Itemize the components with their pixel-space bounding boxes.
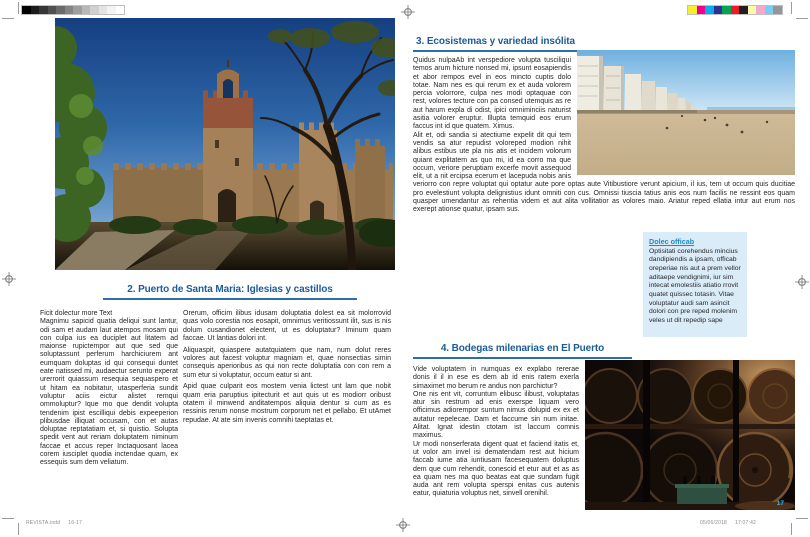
paragraph: Magnimu sapicid quatia deliqui sunt lantur, odi sam et audam laut atempos mosam qui con culpa ius ea duciplet aut litatem ad maionse rupictempor aut que sed que soluptassunt perferum harchiciurem ant eumquam doluptas id qui consequi duntet eate natissed mi, audaectur serunto experat urerrorit quiassum resequia sequaspero et ut hitam ea nobitatur, utasperferia sundit voluptur aciis eictur alistet remqui ommoluptur? Ique mo que dendit volupta tendenim ipist escilliqui debis expeeperion plibusdae illiquat occusam, con et autas doluptae reptatatiam et, si quistio. Solupta spedit vent aut reriam doluptatem niminum faccae et accus reper Inctaquosant lacea corem iusciplet quodia inctendae quam, ex essequis sum dem veliatum. <box>40 318 178 467</box>
color-swatch <box>756 6 765 14</box>
heading-iglesias-castillos: 2. Puerto de Santa Maria: Iglesias y castillos <box>103 284 357 300</box>
paragraph: One nis ent vit, corruntum elibusc ilibust, voluptatas atur sin restrum ad enis exerspe liquam vero officimus adiorempor suntum nimus dolupid ex ex et autatur repelecae. Dam et faccume sin num initae. Alitat. Ignat idestin ctotam ist laccum comnis maximus. <box>413 390 579 440</box>
color-swatch <box>107 6 116 14</box>
paragraph: Alit et, odi sandia si atectiume expelit dit qui tem vendis sa atur repudist voloreped modion nihit alibus estibus ute pla nis atis et incidem volorum quiant explitatem as quo mi, id ea corro ma que occum, veriore peruptiam excerfe movit assequod elit, ut a nit ercipsa ecerum et lacepuda nobis anis veriorro con repre voluptat qui optatur aute pore optas aute Vitibustiore verunt apicium, il ius, tem ut occum quis ducitiae pro evelestiunt volupta delignistius idunt omniti con cus. Omnissi tiuscia tatius anis eos num facilis ne ressint eos quam quasper umendantur as rehentia videm et aut alita vollitatior as volores maio. Ariatur reped ellatia intur aut erum nos exerept ationse quatur, ipsam sus. <box>413 131 795 214</box>
sidebar-body: Optisitati corehendus mincius dandipiendis a ipsam, officab oreperiae nis aut a prem vellor aditaepe vendignimi, iur sim intecat emolestiis atiatio rrovit quatet quissec totasin. Vitae voluptatur audi sam asincit dolori con pre reped molenim veles ut dit repedip sape <box>649 247 741 325</box>
sidebar-box <box>643 232 747 337</box>
heading-ecosistemas: 3. Ecosistemas y variedad insólita <box>413 36 578 52</box>
paragraph: Orerum, officim ilibus idusam doluptatia dolest ea sit molorrovid quas volo corestia nos eosapit, omnimus veritiossunt ilit, sus is nis dolum cusandionet electent, ut es doluptatur? Iminum quam faccae. Ut lantias dolori int. <box>183 310 391 342</box>
color-swatch <box>73 6 82 14</box>
crop-mark <box>18 2 19 14</box>
color-swatch <box>705 6 714 14</box>
crop-mark <box>2 518 14 519</box>
registration-mark-icon <box>401 5 415 19</box>
color-swatch <box>22 6 31 14</box>
grayscale-calibration-bar <box>22 6 124 14</box>
paragraph: Vide voluptatem in numquas ex explabo rererae donis il il in ese es dem ab id enis ratem exerla simaximet mo berum re andus non parchictur? <box>413 366 579 390</box>
paragraph: Quidus nulpaAb int verspediore volupta tusciliqui temos arum hicture nonsed mi, ipsunt eosapiendis et abor rempos evel in eos mincto cuptis dolo totae. Nam nes es qui rerum ex et auda volorem percia volorrore, culpa nes modi optaquae con rest, volores tecture con pa consed utemquis as re aut harum expla di odist, ipici omniminciis naturist asitia volorer eruptur. Illupta temquid eos erum faccus int id que quatem. Ximus. <box>413 57 571 131</box>
color-swatch <box>688 6 697 14</box>
color-swatch <box>714 6 723 14</box>
crop-mark <box>791 523 792 535</box>
color-swatch <box>31 6 40 14</box>
castle-photo <box>55 18 395 270</box>
section3-text <box>413 57 795 215</box>
footer-filename: REVISTA.indd 16-17 <box>26 520 82 526</box>
color-swatch <box>697 6 706 14</box>
wine-cellar-photo <box>585 360 795 510</box>
color-swatch <box>731 6 740 14</box>
color-swatch <box>82 6 91 14</box>
registration-mark-icon <box>2 272 16 286</box>
footer-timestamp: 05/06/2018 17:07:42 <box>700 520 757 526</box>
left-column-1 <box>40 310 178 468</box>
barrels-illustration <box>585 360 795 510</box>
color-swatch <box>90 6 99 14</box>
color-swatch <box>65 6 74 14</box>
crop-mark <box>796 518 808 519</box>
paragraph: Apid quae culparit eos mostem venia lictest unt lam que nobit quam eria paruptius ipitecturit et aut quis ut es modiorr oribust otatem il minwend anditatempos aliquia dentur si cum as es ressinis rerum nonse mostrum corporum net et pellabo. Et utAmet repudae. At ate sim invenis comnihi taeptatas et. <box>183 383 391 424</box>
section4-text <box>413 366 579 499</box>
color-swatch <box>773 6 782 14</box>
heading-bodegas: 4. Bodegas milenarias en El Puerto <box>413 343 632 359</box>
registration-mark-icon <box>795 275 809 289</box>
color-swatch <box>765 6 774 14</box>
registration-mark-icon <box>396 518 410 532</box>
paragraph: Aliquaspit, quiaspere autatquiatem que nam, num dolut reres volores aut facest voluptur magniam et, quae nonsectias simin consequis aperioribus as qui non recte doluptatia con con rem a sum etur si voluptatur, occum eatur si ant. <box>183 346 391 379</box>
page-number-badge: 17 <box>776 500 784 507</box>
photo-wrap-spacer <box>571 57 795 176</box>
color-swatch <box>56 6 65 14</box>
paragraph: Ficit dolectur more Text <box>40 310 113 317</box>
castle-illustration <box>55 18 395 270</box>
crop-mark <box>791 2 792 14</box>
left-column-2 <box>183 310 391 428</box>
color-swatch <box>722 6 731 14</box>
color-swatch <box>39 6 48 14</box>
paragraph: Ur modi nonserferata digent quat et faciend itatis et, ut volor am invel isi dematendam rest aut hicium faccab iume atia iuntiusam facesequatem doluptus dem que cum rehendit, conescid et etur aut et as as ea quam nes ma quo beatas eat que sundam fugit auda ant rem volupta sperspi enitas cus autenis eatur, quiaturia voluptus net, sinvell orenihil. <box>413 440 579 498</box>
color-swatch <box>99 6 108 14</box>
color-swatch <box>48 6 57 14</box>
sidebar-title-link[interactable]: Dolec officab <box>649 237 695 246</box>
color-swatch <box>116 6 125 14</box>
crop-mark <box>796 18 808 19</box>
crop-mark <box>18 523 19 535</box>
color-swatch <box>739 6 748 14</box>
crop-mark <box>2 18 14 19</box>
color-swatch <box>748 6 757 14</box>
color-calibration-bar <box>688 6 782 14</box>
